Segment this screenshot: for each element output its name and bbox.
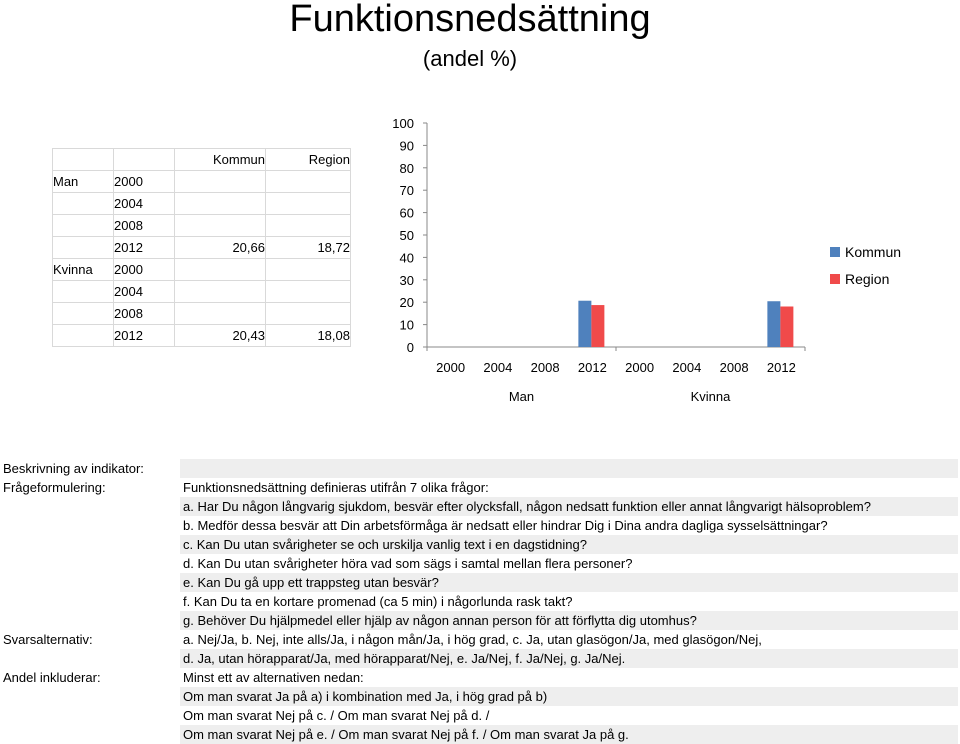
table-cell <box>53 215 114 237</box>
description-line: Om man svarat Nej på c. / Om man svarat Nej på d. / <box>183 708 490 723</box>
label-svar: Svarsalternativ: <box>3 632 93 647</box>
table-cell: 2008 <box>114 303 175 325</box>
legend-label-kommun: Kommun <box>845 243 902 260</box>
x-tick-label: 2000 <box>625 360 655 375</box>
label-fragor: Frågeformulering: <box>3 480 106 495</box>
table-row <box>53 215 351 237</box>
table-cell: 2000 <box>114 171 175 193</box>
table-header-row <box>53 149 351 171</box>
table-header-cell <box>114 149 175 171</box>
table-cell <box>266 215 351 237</box>
table-cell <box>53 325 114 347</box>
description-line: d. Kan Du utan svårigheter höra vad som sägs i samtal mellan flera personer? <box>183 556 633 571</box>
x-group-label: Man <box>508 389 535 404</box>
table-cell: 20,43 <box>175 325 266 347</box>
y-tick-label: 70 <box>399 183 414 199</box>
table-cell <box>266 281 351 303</box>
table-cell <box>175 171 266 193</box>
x-group-label: Kvinna <box>690 389 731 404</box>
table-header-cell <box>53 149 114 171</box>
description-line: d. Ja, utan hörapparat/Ja, med hörapparat/Nej, e. Ja/Nej, f. Ja/Nej, g. Ja/Nej. <box>183 651 626 666</box>
bar-kommun <box>767 301 780 347</box>
bar-region <box>591 305 604 347</box>
table-cell: 2004 <box>114 193 175 215</box>
table-cell: 2012 <box>114 237 175 259</box>
y-tick-label: 40 <box>399 250 414 266</box>
x-tick-label: 2008 <box>719 360 749 375</box>
y-tick-label: 90 <box>399 138 414 154</box>
table-row <box>53 259 351 281</box>
description-line: c. Kan Du utan svårigheter se och urskilja vanlig text i en dagstidning? <box>183 537 587 552</box>
description-line: a. Nej/Ja, b. Nej, inte alls/Ja, i någon mån/Ja, i hög grad, c. Ja, utan glasögon/Ja, med glasögon/Nej, <box>183 632 762 647</box>
table-row <box>53 237 351 259</box>
table-cell <box>175 259 266 281</box>
data-table <box>52 148 351 347</box>
description-line: Funktionsnedsättning definieras utifrån 7 olika frågor: <box>183 480 489 495</box>
description-line: f. Kan Du ta en kortare promenad (ca 5 min) i någorlunda rask takt? <box>183 594 573 609</box>
table-cell <box>266 259 351 281</box>
description-line: g. Behöver Du hjälpmedel eller hjälp av någon annan person för att förflytta dig utomhus? <box>183 613 697 628</box>
description-line: Om man svarat Nej på e. / Om man svarat Nej på f. / Om man svarat Ja på g. <box>183 727 629 742</box>
y-tick-label: 10 <box>399 317 414 333</box>
description-line: a. Har Du någon långvarig sjukdom, besvär efter olycksfall, någon nedsatt funktion eller annat långvarigt hälsoproblem? <box>183 499 871 514</box>
table-cell <box>175 281 266 303</box>
x-tick-label: 2004 <box>483 360 513 375</box>
table-row <box>53 303 351 325</box>
chart-legend <box>830 238 901 292</box>
table-cell: Man <box>53 171 114 193</box>
legend-label-region: Region <box>845 270 890 287</box>
y-tick-label: 50 <box>399 228 414 243</box>
table-row <box>53 325 351 347</box>
table-cell: 18,72 <box>266 237 351 259</box>
table-cell <box>175 193 266 215</box>
x-tick-label: 2000 <box>436 360 466 375</box>
table-cell <box>53 237 114 259</box>
legend-swatch-kommun <box>830 247 840 257</box>
table-cell <box>266 171 351 193</box>
table-row <box>53 193 351 215</box>
table-row <box>53 171 351 193</box>
y-tick-label: 100 <box>392 116 414 131</box>
bar-region <box>780 307 793 347</box>
description-line: b. Medför dessa besvär att Din arbetsförmåga är nedsatt eller hindrar Dig i Dina andra dagliga sysselsättningar? <box>183 518 828 533</box>
table-cell: 18,08 <box>266 325 351 347</box>
table-cell <box>175 303 266 325</box>
table-row <box>53 281 351 303</box>
legend-item-region <box>830 265 901 292</box>
x-tick-label: 2012 <box>577 360 607 375</box>
description-line: Om man svarat Ja på a) i kombination med Ja, i hög grad på b) <box>183 689 548 704</box>
table-cell <box>266 193 351 215</box>
y-tick-label: 60 <box>399 205 414 221</box>
page-subtitle: (andel %) <box>422 46 518 71</box>
table-cell: Kvinna <box>53 259 114 281</box>
table-cell <box>53 193 114 215</box>
table-cell <box>53 303 114 325</box>
x-tick-label: 2004 <box>672 360 702 375</box>
table-cell <box>53 281 114 303</box>
legend-item-kommun <box>830 238 901 265</box>
y-tick-label: 0 <box>406 340 414 355</box>
table-header-cell: Kommun <box>175 149 266 171</box>
row-shade <box>180 459 958 478</box>
table-cell: 2004 <box>114 281 175 303</box>
bar-kommun <box>578 301 591 347</box>
table-cell <box>175 215 266 237</box>
bar-chart <box>380 108 820 418</box>
table-header-cell: Region <box>266 149 351 171</box>
label-andel: Andel inkluderar: <box>3 670 101 685</box>
table-cell: 2008 <box>114 215 175 237</box>
table-cell <box>266 303 351 325</box>
table-cell: 2000 <box>114 259 175 281</box>
description-line: e. Kan Du gå upp ett trappsteg utan besvär? <box>183 575 439 590</box>
page-title: Funktionsnedsättning <box>289 0 651 40</box>
y-tick-label: 80 <box>399 160 414 176</box>
table-cell: 20,66 <box>175 237 266 259</box>
description-line: Minst ett av alternativen nedan: <box>183 670 364 685</box>
legend-swatch-region <box>830 274 840 284</box>
y-tick-label: 30 <box>399 272 414 288</box>
x-tick-label: 2008 <box>530 360 560 375</box>
x-tick-label: 2012 <box>766 360 796 375</box>
label-beskrivning: Beskrivning av indikator: <box>3 461 144 476</box>
table-cell: 2012 <box>114 325 175 347</box>
y-tick-label: 20 <box>399 295 414 311</box>
